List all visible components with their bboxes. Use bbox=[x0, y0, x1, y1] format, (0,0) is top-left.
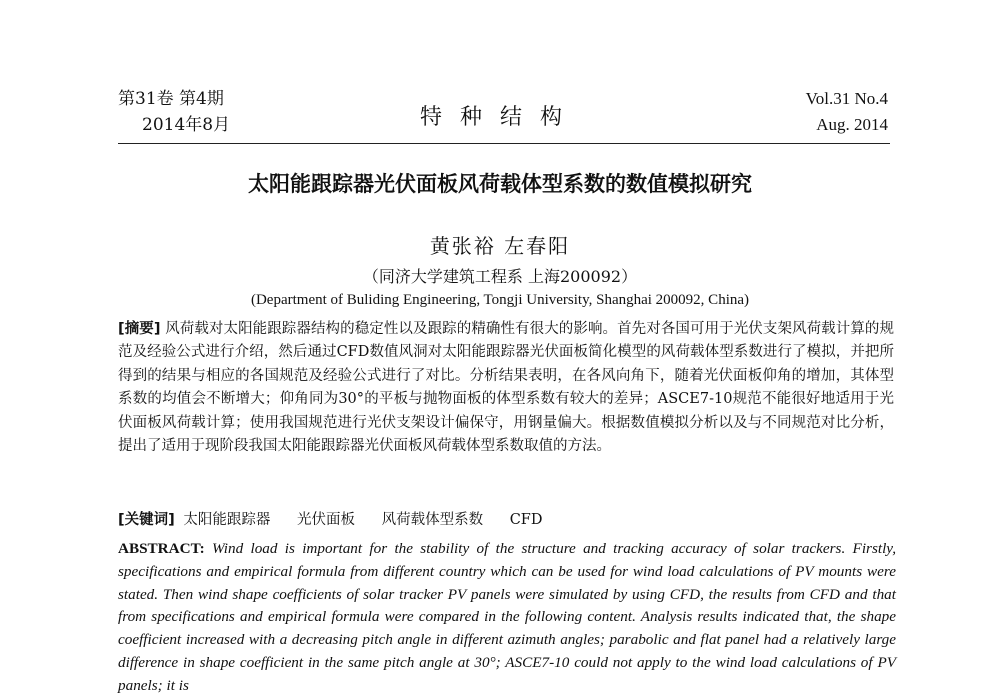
publication-date-cn: 2014年8月 bbox=[142, 115, 231, 135]
affiliation-cn: （同济大学建筑工程系 上海200092） bbox=[362, 267, 638, 286]
abstract-en-text: Wind load is important for the stability of the structure and tracking accuracy of solar trackers. Firstly, specifications and empirical formula from different country which can be used for wind load calculations of PV mounts were stated. Then wind shape coefficients of solar tracker PV panels were simulated by using CFD, the results from CFD and that from specifications and empirical formula were compared in the following content. Analysis results indicated that, the shape coefficient increased with a decreasing pitch angle in different azimuth angles; parabolic and flat panel had a relatively large difference in shape coefficient in the same pitch angle at 30°; ASCE7-10 could not apply to the wind load calculations of PV panels; it is bbox=[118, 540, 897, 694]
volume-issue-cn: 第31卷 第4期 bbox=[118, 89, 224, 109]
keyword: 光伏面板 bbox=[296, 512, 355, 528]
abstract-cn bbox=[118, 318, 894, 458]
publication-date-en: Aug. 2014 bbox=[816, 115, 888, 134]
keywords-label: [关键词] bbox=[118, 512, 175, 528]
abstract-en-label: ABSTRACT: bbox=[118, 540, 205, 557]
abstract-en bbox=[118, 538, 896, 698]
keywords bbox=[118, 508, 894, 529]
header-rule bbox=[118, 143, 890, 144]
keyword: 太阳能跟踪器 bbox=[183, 512, 271, 528]
keyword: CFD bbox=[509, 512, 543, 528]
abstract-cn-label: [摘要] bbox=[118, 321, 161, 337]
paper-title: 太阳能跟踪器光伏面板风荷载体型系数的数值模拟研究 bbox=[248, 172, 752, 196]
keyword: 风荷载体型系数 bbox=[381, 512, 484, 528]
volume-issue-en: Vol.31 No.4 bbox=[805, 89, 888, 108]
paper-authors: 黄张裕 左春阳 bbox=[429, 234, 571, 258]
affiliation-en: (Department of Buliding Engineering, Tongji University, Shanghai 200092, China) bbox=[250, 292, 750, 308]
abstract-cn-text: 风荷载对太阳能跟踪器结构的稳定性以及跟踪的精确性有很大的影响。首先对各国可用于光伏支架风荷载计算的规范及经验公式进行介绍，然后通过CFD数值风洞对太阳能跟踪器光伏面板简化模型的风荷载体型系数进行了模拟，并把所得到的结果与相应的各国规范及经验公式进行了对比。分析结果表明，在各风向角下，随着光伏面板仰角的增加，其体型系数的均值会不断增大；仰角同为30°的平板与抛物面板的体型系数有较大的差异；ASCE7-10规范不能很好地适用于光伏面板风荷载计算；使用我国规范进行光伏支架设计偏保守，用钢量偏大。根据数值模拟分析以及与不同规范对比分析，提出了适用于现阶段我国太阳能跟踪器光伏面板风荷载体型系数取值的方法。 bbox=[118, 321, 894, 455]
journal-issue-en bbox=[806, 86, 888, 138]
journal-name: 特种结构 bbox=[419, 105, 580, 130]
